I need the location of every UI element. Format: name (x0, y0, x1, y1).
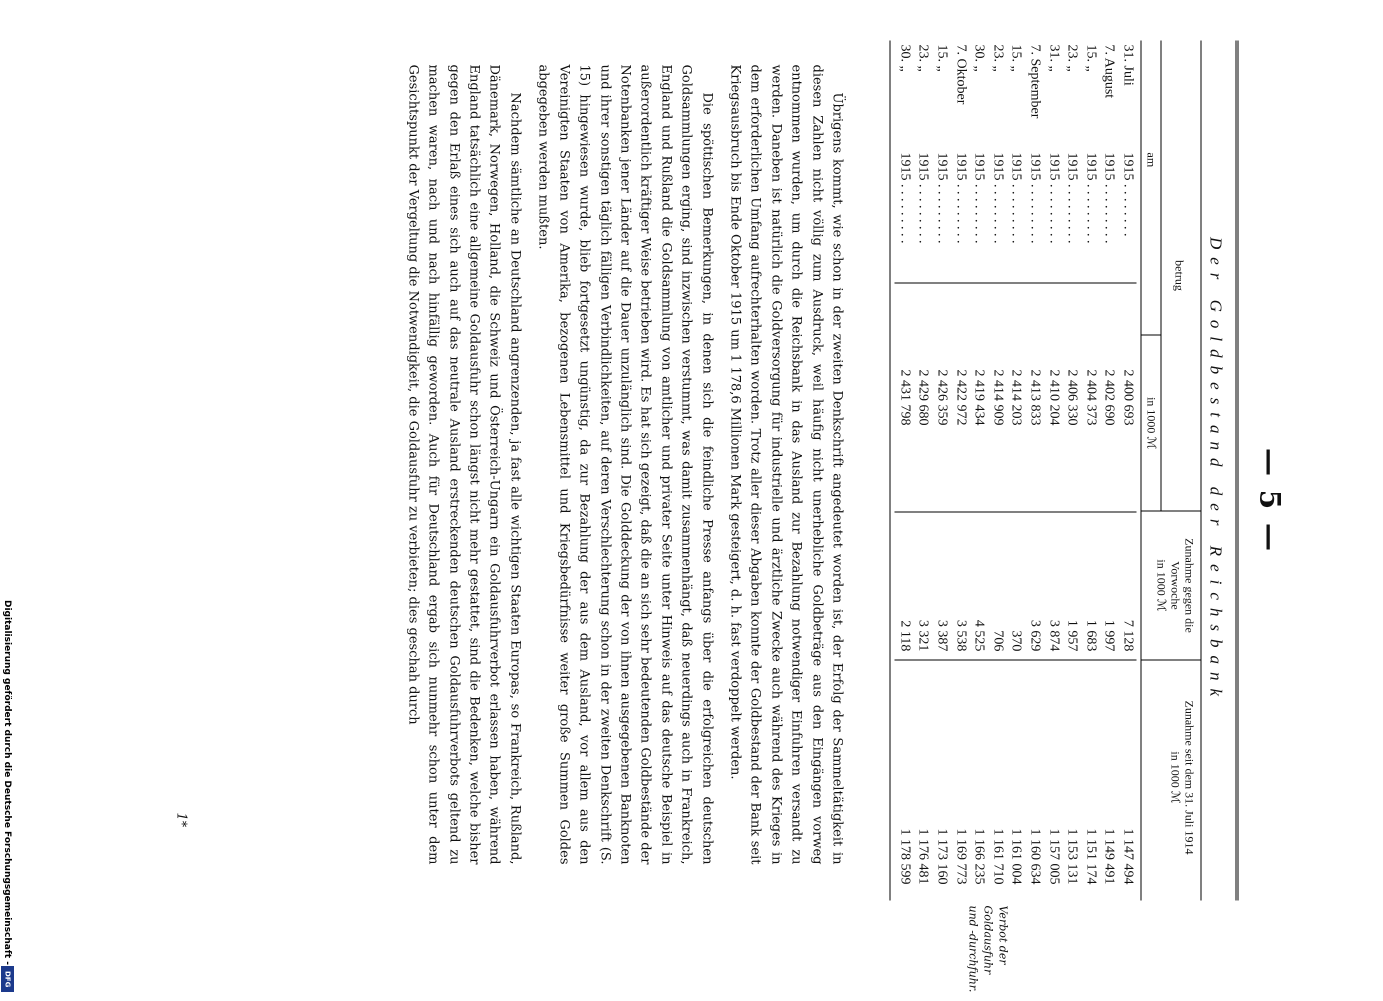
table-row (1062, 41, 1081, 901)
row-zunahme-seit: 1 153 131 (1062, 659, 1081, 900)
document-page (0, 1, 1383, 1001)
row-date: 23. „ (915, 44, 931, 72)
date-cell (1006, 41, 1025, 283)
margin-note: Verbot der Goldausfuhr und -durchfuhr. (966, 905, 1010, 993)
row-date: 7. August (1101, 44, 1117, 99)
table-row (932, 41, 951, 901)
row-zunahme-seit: 1 166 235 (969, 659, 988, 900)
page-number: — 5 — (1253, 448, 1287, 553)
row-zunahme-seit: 1 151 174 (1081, 659, 1100, 900)
row-zunahme-seit: 1 157 005 (1044, 659, 1063, 900)
row-zunahme-woche: 1 997 (1099, 512, 1118, 660)
table-row (951, 41, 970, 901)
row-zunahme-woche: 3 387 (932, 512, 951, 660)
row-zunahme-woche: 3 629 (1025, 512, 1044, 660)
header-zunahme-seit-cell (1142, 660, 1201, 895)
header-zunahme-seit: Zunahme seit dem 31. Juli 1914 (1182, 700, 1197, 855)
paragraph: Übrigens kommt, wie schon in der zweiten Denkschrift angedeutet worden ist, der Erfolg der Sammeltätigkeit in diesen Zahlen nicht völlig zum Ausdruck, weil häufig nicht unerhebliche Goldbeträge aus den Eingängen vorweg entnommen wurden, um durch die Reichsbank in das Ausland zur Bezahlung notwendiger Einfuhren versandt zu werden. Daneben ist natürlich die Goldversorgung für industrielle und ärztliche Zwecke auch während des Krieges in dem erforderlichen Umfang aufrechterhalten worden. Trotz aller dieser Abgaben konnte der Goldbestand der Bank seit Kriegsausbruch bis Ende Oktober 1915 um 1 178,6 Millionen Mark gesteigert, d. h. fast verdoppelt werden. (727, 64, 845, 865)
row-year: 1915 . . . . . . . . . (1101, 152, 1117, 244)
header-betrug: betrug (1172, 260, 1187, 291)
row-year: 1915 . . . . . . . . . (934, 152, 950, 244)
row-date: 23. „ (990, 44, 1006, 72)
date-cell (988, 41, 1007, 283)
row-year: 1915 . . . . . . . . . (1083, 152, 1099, 244)
row-betrag: 2 419 434 (969, 282, 988, 511)
row-zunahme-woche: 1 957 (1062, 512, 1081, 660)
date-cell (1044, 41, 1063, 283)
row-year: 1915 . . . . . . . . . (1064, 152, 1080, 244)
row-zunahme-seit: 1 176 481 (913, 659, 932, 900)
row-zunahme-woche: 370 (1006, 512, 1025, 660)
row-year: 1915 . . . . . . . . . (1008, 152, 1024, 244)
row-betrag: 2 422 972 (951, 282, 970, 511)
row-date: 15. „ (1008, 44, 1024, 72)
row-zunahme-woche: 4 525 (969, 512, 988, 660)
row-betrag: 2 410 204 (1044, 282, 1063, 511)
date-cell (951, 41, 970, 283)
row-zunahme-woche: 1 683 (1081, 512, 1100, 660)
table-row (988, 41, 1007, 901)
table-header-row (1141, 41, 1201, 901)
row-year: 1915 . . . . . . . . . (971, 152, 987, 244)
table-row (1099, 41, 1118, 901)
row-zunahme-seit: 1 160 634 (1025, 659, 1044, 900)
header-in-1000-seit: in 1000 ℳ (1168, 751, 1183, 804)
row-date: 31. „ (1046, 44, 1062, 72)
row-date: 30. „ (971, 44, 987, 72)
row-year: 1915 . . . . . . . . . (897, 152, 913, 244)
date-cell (895, 41, 914, 283)
row-betrag: 2 431 798 (895, 282, 914, 511)
date-cell (1062, 41, 1081, 283)
date-cell (969, 41, 988, 283)
table-title: Der Goldbestand der Reichsbank (1201, 41, 1236, 901)
row-date: 15. „ (934, 44, 950, 72)
row-year: 1915 . . . . . . . . . (990, 152, 1006, 244)
table-row (1118, 41, 1141, 901)
signature-mark: 1* (173, 812, 189, 828)
row-zunahme-seit: 1 161 004 (1006, 659, 1025, 900)
header-betrug-am (1142, 41, 1201, 511)
table-row (1044, 41, 1063, 901)
row-zunahme-woche: 3 321 (913, 512, 932, 660)
row-zunahme-woche: 2 118 (895, 512, 914, 660)
row-betrag: 2 404 373 (1081, 282, 1100, 511)
row-betrag: 2 400 693 (1118, 282, 1137, 511)
row-zunahme-woche: 7 128 (1118, 512, 1137, 660)
row-zunahme-seit: 1 161 710 (988, 659, 1007, 900)
date-cell (1025, 41, 1044, 283)
header-in-1000-woche: in 1000 ℳ (1154, 559, 1169, 612)
row-year: 1915 . . . . . . . . . (915, 152, 931, 244)
date-cell (913, 41, 932, 283)
row-betrag: 2 402 690 (1099, 282, 1118, 511)
row-date: 15. „ (1083, 44, 1099, 72)
date-cell (1099, 41, 1118, 283)
row-betrag: 2 414 203 (1006, 282, 1025, 511)
table-row (891, 41, 914, 901)
table-body (891, 41, 1141, 901)
row-year: 1915 . . . . . . . . (1120, 152, 1136, 237)
row-zunahme-woche: 706 (988, 512, 1007, 660)
row-date: 7. Oktober (953, 44, 969, 105)
table-row (1025, 41, 1044, 901)
date-cell (932, 41, 951, 283)
row-year: 1915 . . . . . . . . . (1027, 152, 1043, 244)
row-date: 31. Juli (1120, 44, 1136, 86)
row-date: 30. „ (897, 44, 913, 72)
row-zunahme-woche: 3 538 (951, 512, 970, 660)
body-text (402, 65, 847, 865)
paragraph: Nachdem sämtliche an Deutschland angrenzenden, ja fast alle wichtigen Staaten Europas, so Frankreich, Rußland, Dänemark, Norwegen, Holland, die Schweiz und Österreich-Ungarn ein Goldausfuhrverbot erlassen haben, während England tatsächlich eine allgemeine Goldausfuhr schon längst nicht mehr gestattet, sind die Bedenken, welche bisher gegen den Erlaß eines sich auch auf das neutrale Ausland erstreckenden deutschen Goldausfuhrverbots geltend zu machen waren, nach und nach hinfällig geworden. Auch für Deutschland ergab sich nunmehr schon unter dem Gesichtspunkt der Vergeltung die Notwendigkeit, die Goldausfuhr zu verbieten; dies geschah durch (405, 64, 523, 865)
table-row (1081, 41, 1100, 901)
date-cell (1081, 41, 1100, 283)
row-betrag: 2 429 680 (913, 282, 932, 511)
header-am: am (1144, 152, 1159, 168)
table-row (913, 41, 932, 901)
row-zunahme-seit: 1 149 491 (1099, 659, 1118, 900)
gold-reserve-table (890, 41, 1239, 901)
row-betrag: 2 426 359 (932, 282, 951, 511)
digitization-notice: Digitalisierung gefördert durch die Deutsche Forschungsgemeinschaft - (2, 600, 12, 965)
paragraph: Die spöttischen Bemerkungen, in denen sich die feindliche Presse anfangs über die erfolgreichen deutschen Goldsammlungen erging, sind inzwischen verstummt, was damit zusammenhängt, daß neuerdings auch in Frankreich, England und Rußland die Goldsammlung von amtlicher und privater Seite unter Hinweis auf das deutsche Beispiel in außerordentlich kräftiger Weise betrieben wird. Es hat sich gezeigt, daß die an sich sehr bedeutenden Goldbestände der Notenbanken jener Länder auf die Dauer unzulänglich sind. Die Golddeckung der von ihnen ausgegebenen Banknoten und ihrer sonstigen täglich fälligen Verbindlichkeiten, auf deren Verschlechterung schon in der zweiten Denkschrift (S. 15) hingewiesen wurde, blieb fortgesetzt ungünstig, da zur Bezahlung der aus dem Ausland, vor allem aus den Vereinigten Staaten von Amerika, bezogenen Lebensmittel und Kriegsbedürfnisse weiter große Summen Goldes abgegeben werden mußten. (535, 64, 715, 865)
row-zunahme-seit: 1 173 160 (932, 659, 951, 900)
table-row (1006, 41, 1025, 901)
row-betrag: 2 406 330 (1062, 282, 1081, 511)
header-zunahme-woche-cell (1142, 511, 1201, 660)
table-row (969, 41, 988, 901)
header-zunahme-woche: Zunahme gegen die Vorwoche (1168, 538, 1197, 633)
row-zunahme-seit: 1 178 599 (895, 659, 914, 900)
row-date: 7. September (1027, 44, 1043, 119)
row-date: 23. „ (1064, 44, 1080, 72)
row-zunahme-woche: 3 874 (1044, 512, 1063, 660)
row-zunahme-seit: 1 147 494 (1118, 659, 1137, 900)
date-cell (1118, 41, 1137, 283)
header-in-1000-betrag: in 1000 ℳ (1142, 335, 1161, 511)
row-betrag: 2 413 833 (1025, 282, 1044, 511)
dfg-logo: DFG (1, 966, 14, 992)
row-year: 1915 . . . . . . . . . (953, 152, 969, 244)
row-zunahme-seit: 1 169 773 (951, 659, 970, 900)
row-year: 1915 . . . . . . . . . (1046, 152, 1062, 244)
row-betrag: 2 414 909 (988, 282, 1007, 511)
